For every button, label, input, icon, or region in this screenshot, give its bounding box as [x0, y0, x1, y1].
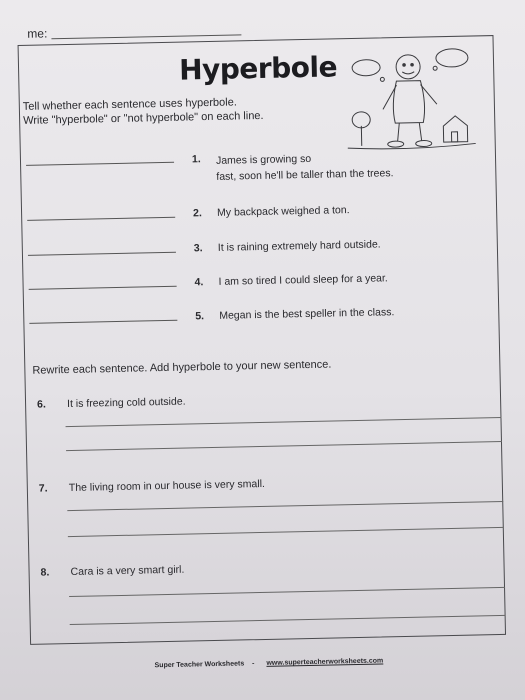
- item-number: 5.: [195, 310, 205, 323]
- item-1-text-line2: fast, soon he'll be taller than the trees.: [216, 167, 394, 183]
- item-number: 6.: [36, 398, 46, 411]
- item-3-text: It is raining extremely hard outside.: [217, 238, 381, 254]
- item-4-text: I am so tired I could sleep for a year.: [218, 272, 388, 288]
- footer-url-link[interactable]: www.superteacherworksheets.com: [266, 657, 384, 667]
- item-7-text: The living room in our house is very small.: [68, 477, 266, 495]
- item-8-text: Cara is a very smart girl.: [70, 563, 185, 579]
- footer: [155, 657, 384, 669]
- instructions-line-2: Write "hyperbole" or "not hyperbole" on each line.: [23, 109, 264, 127]
- giant-illustration-icon: [342, 43, 480, 156]
- item-6-text: It is freezing cold outside.: [66, 395, 186, 411]
- item-number: 4.: [194, 276, 204, 289]
- worksheet-title: Hyperbole: [178, 50, 338, 87]
- item-number: 7.: [38, 482, 48, 495]
- rewrite-instructions: Rewrite each sentence. Add hyperbole to your new sentence.: [32, 358, 332, 377]
- item-number: 3.: [193, 242, 203, 255]
- footer-brand: Super Teacher Worksheets: [154, 660, 245, 670]
- item-1-text-line1: James is growing so: [215, 152, 312, 167]
- instructions-line-1: Tell whether each sentence uses hyperbole.: [22, 96, 237, 113]
- footer-separator: -: [252, 660, 255, 668]
- item-5-text: Megan is the best speller in the class.: [219, 306, 395, 322]
- item-number: 8.: [40, 566, 50, 579]
- name-label: me:: [27, 26, 48, 41]
- item-number: 1.: [191, 153, 201, 166]
- item-number: 2.: [192, 207, 203, 220]
- name-line: [51, 34, 241, 39]
- item-2-text: My backpack weighed a ton.: [216, 204, 350, 219]
